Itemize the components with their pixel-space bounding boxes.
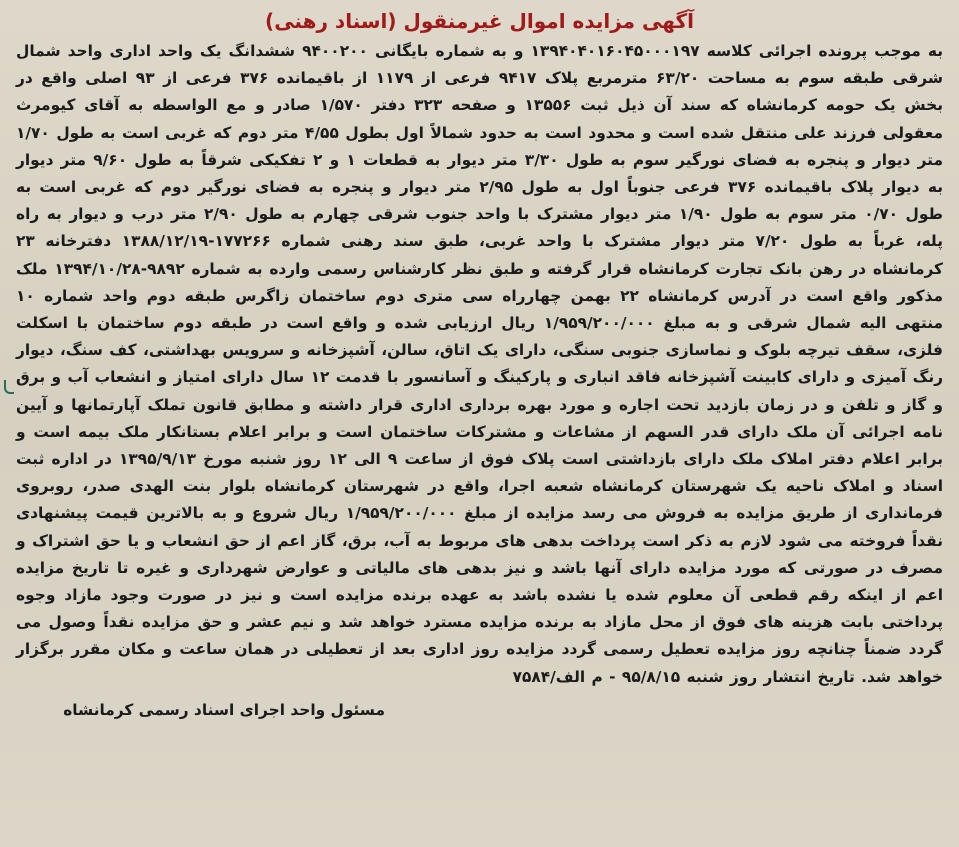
margin-pen-mark [4, 380, 14, 394]
notice-title: آگهی مزایده اموال غیرمنقول (اسناد رهنی) [265, 9, 694, 33]
notice-body: به موجب پرونده اجرائی کلاسه ۱۳۹۴۰۴۰۱۶۰۴۵۰۰۰۱۹۷ و به شماره بایگانی ۹۴۰۰۲۰۰ ششدانگ یک واحد اداری واحد شمال شرقی طبقه سوم به مساحت ۶۳/۲۰ مترمربع پلاک ۹۴۱۷ فرعی از ۱۱۷۹ از باقیمانده ۳۷۶ فرعی از ۹۳ اصلی واقع در بخش یک حومه کرمانشاه که سند آن ذیل ثبت ۱۳۵۵۶ و صفحه ۳۲۳ دفتر ۱/۵۷۰ صادر و مع الواسطه به آقای کیومرث معقولی فرزند علی منتقل شده است و محدود است به حدود شمالاً اول بطول ۴/۵۵ متر دوم که غربی است به طول ۱/۷۰ متر دیوار و پنجره به فضای نورگیر سوم به طول ۳/۳۰ متر دیوار به قطعات ۱ و ۲ تفکیکی شرقاً به طول ۹/۶۰ متر دیوار به دیوار پلاک باقیمانده ۳۷۶ فرعی جنوباً اول به طول ۲/۹۵ متر دیوار و پنجره به فضای نورگیر دوم که غربی است به طول ۰/۷۰ متر سوم به طول ۱/۹۰ متر دیوار مشترک با واحد جنوب شرقی چهارم به طول ۲/۹۰ متر درب و دیوار به راه پله، غرباً به طول ۷/۲۰ متر دیوار مشترک با واحد غربی، طبق سند رهنی شماره ۱۷۷۲۶۶-۱۳۸۸/۱۲/۱۹ دفترخانه ۲۳ کرمانشاه در رهن بانک تجارت کرمانشاه قرار گرفته و طبق نظر کارشناس رسمی وارده به شماره ۹۸۹۲-۱۳۹۴/۱۰/۲۸ ملک مذکور واقع است در آدرس کرمانشاه ۲۲ بهمن چهارراه سی متری دوم ساختمان زاگرس طبقه دوم واحد شماره ۱۰ منتهی الیه شمال شرقی و به مبلغ ۱/۹۵۹/۲۰۰/۰۰۰ ریال ارزیابی شده و واقع است در طبقه دوم ساختمان با اسکلت فلزی، سقف تیرچه بلوک و نماسازی جنوبی سنگی، دارای یک اتاق، سالن، آشپزخانه و سرویس بهداشتی، کف سنگ، دیوار رنگ آمیزی و دارای کابینت آشپزخانه فاقد انباری و پارکینگ و آسانسور با قدمت ۱۲ سال دارای امتیاز و انشعاب آب و برق و گاز و تلفن و در زمان بازدید تحت اجاره و مورد بهره برداری اداری قرار داشته و مطابق قانون تملک آپارتمانها و آیین نامه اجرائی آن ملک دارای قدر السهم از مشاعات و مشترکات ساختمان است و برابر اعلام بستانکار ملک بیمه است و برابر اعلام دفتر املاک ملک دارای بازداشتی است پلاک فوق از ساعت ۹ الی ۱۲ روز شنبه مورخ ۱۳۹۵/۹/۱۳ در اداره ثبت اسناد و املاک ناحیه یک شهرستان کرمانشاه شعبه اجرا، واقع در شهرستان کرمانشاه بلوار بنت الهدی صدر، روبروی فرمانداری از طریق مزایده به فروش می رسد مزایده از مبلغ ۱/۹۵۹/۲۰۰/۰۰۰ ریال شروع و به بالاترین قیمت پیشنهادی نقداً فروخته می شود لازم به ذکر است پرداخت بدهی های مربوط به آب، برق، گاز اعم از حق انشعاب و یا حق اشتراک و مصرف در صورتی که مورد مزایده دارای آنها باشد و نیز بدهی های مالیاتی و عوارض شهرداری و غیره تا تاریخ مزایده اعم از اینکه رقم قطعی آن معلوم شده یا نشده باشد به عهده برنده مزایده است و نیز در صورت وجود مازاد وجوه پرداختی بابت هزینه های فوق از محل مازاد به برنده مزایده مسترد خواهد شد و نیم عشر و حق مزایده نقداً وصول می گردد ضمناً چنانچه روز مزایده تعطیل رسمی گردد مزایده روز اداری بعد از تعطیلی در همان ساعت و مکان مقرر برگزار خواهد شد. تاریخ انتشار روز شنبه ۹۵/۸/۱۵ - م الف/۷۵۸۴ [16, 42, 944, 686]
notice-header [14, 6, 945, 36]
notice-signature: مسئول واحد اجرای اسناد رسمی کرمانشاه [63, 700, 385, 719]
